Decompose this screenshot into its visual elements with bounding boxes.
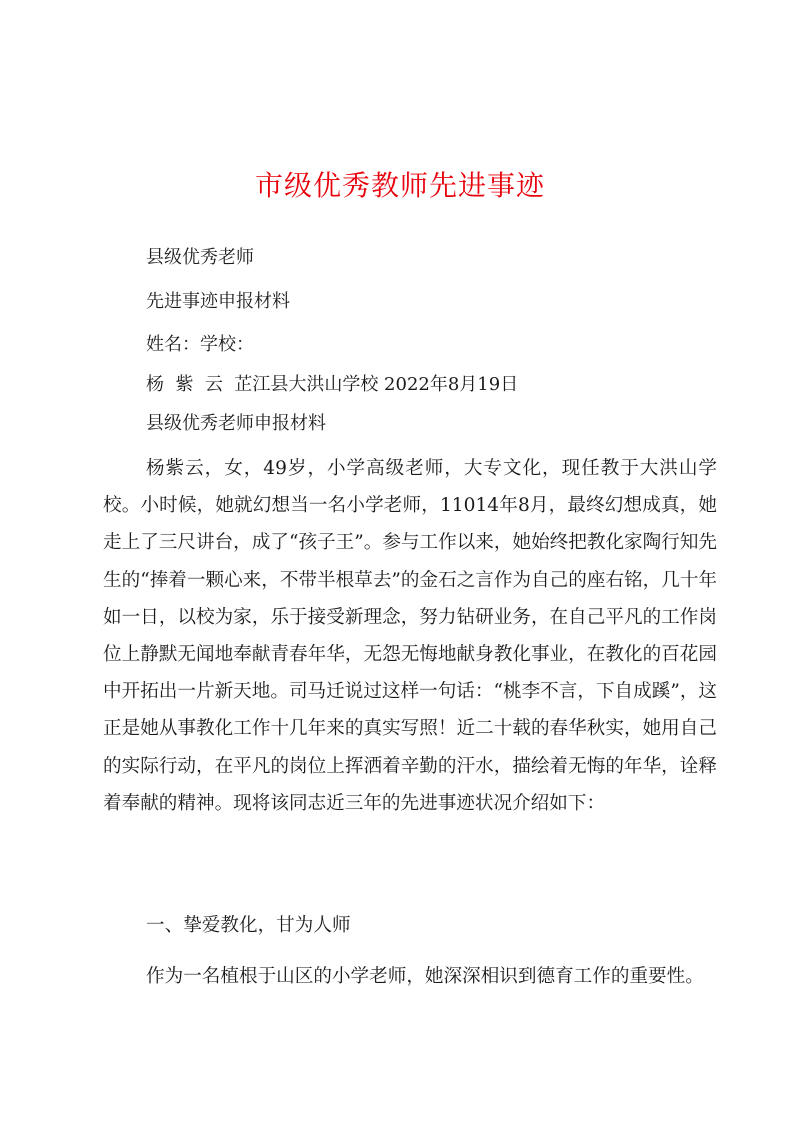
header-line-material-title: 县级优秀老师申报材料 — [146, 413, 326, 434]
header-line-material-type: 先进事迹申报材料 — [146, 291, 290, 312]
intro-paragraph: 杨紫云，女，49岁，小学高级老师，大专文化，现任教于大洪山学校。小时候，她就幻想当一名小学老师，11014年8月，最终幻想成真，她走上了三尺讲台，成了“孩子王”。参与工作以来，她始终把教化家陶行知先生的“捧着一颗心来，不带半根草去”的金石之言作为自己的座右铭，几十年如一日，以校为家，乐于接受新理念，努力钻研业务，在自己平凡的工作岗位上静默无闻地奉献青春年华，无怨无悔地献身教化事业，在教化的百花园中开拓出一片新天地。司马迁说过这样一句话：“桃李不言，下自成蹊”，这正是她从事教化工作十几年来的真实写照！近二十载的春华秋实，她用自己的实际行动，在平凡的岗位上挥洒着辛勤的汗水，描绘着无悔的年华，诠释着奉献的精神。现将该同志近三年的先进事迹状况介绍如下： — [103, 458, 718, 814]
section-paragraph: 作为一名植根于山区的小学老师，她深深相识到德育工作的重要性。 — [146, 966, 704, 987]
document-title: 市级优秀教师先进事迹 — [254, 169, 545, 202]
header-line-name-school: 姓名：学校： — [146, 334, 254, 355]
header-line-teacher-level: 县级优秀老师 — [146, 247, 254, 268]
section-heading: 一、挚爱教化，甘为人师 — [146, 915, 351, 936]
header-line-applicant-info: 杨 紫 云 芷江县大洪山学校 2022年8月19日 — [146, 374, 519, 395]
